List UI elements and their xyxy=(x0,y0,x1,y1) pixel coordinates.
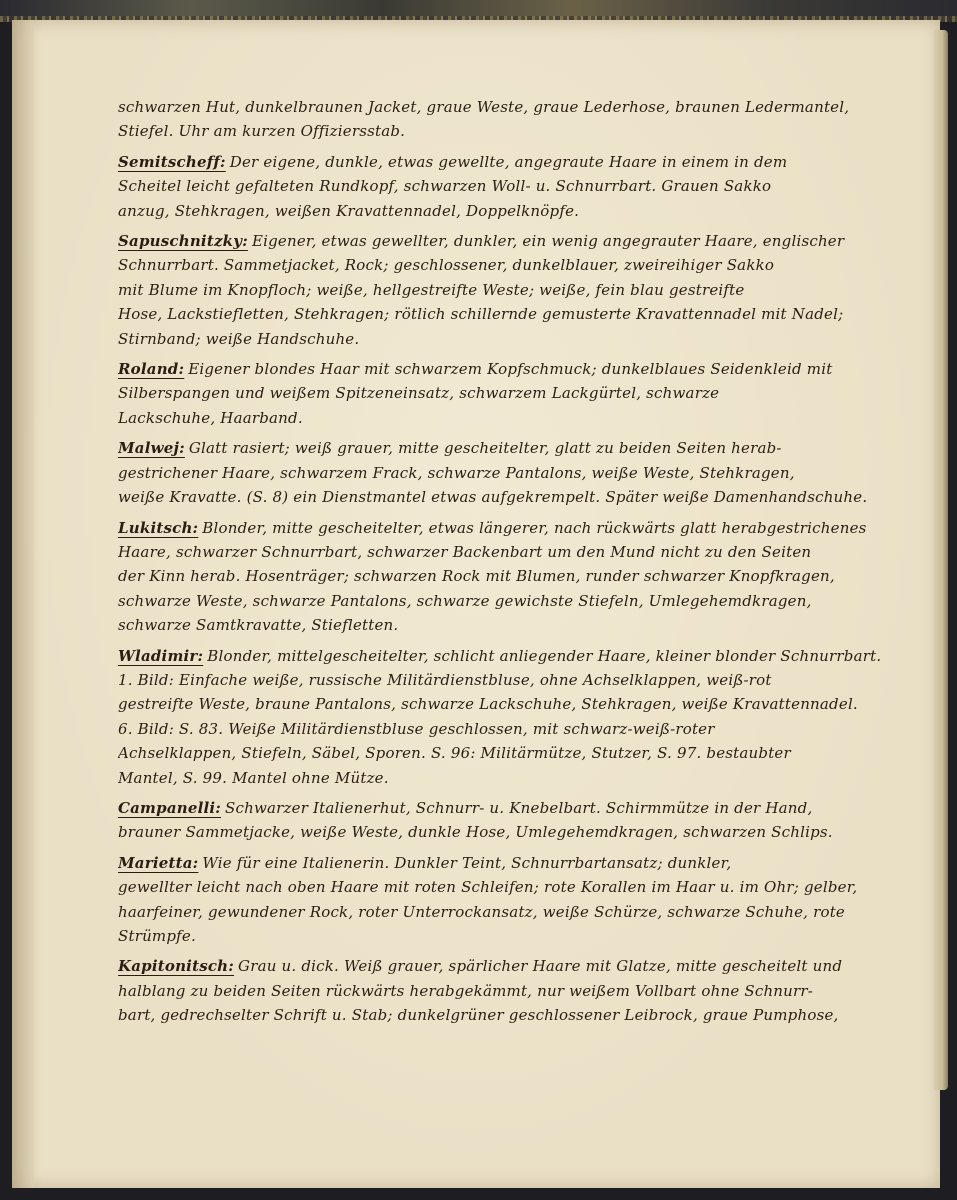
line-text: Blonder, mittelgescheitelter, schlicht anliegender Haare, kleiner blonder Schnurrbart. xyxy=(207,646,882,665)
handwritten-line xyxy=(118,302,918,326)
handwritten-line xyxy=(118,119,918,143)
line-text: schwarzen Hut, dunkelbraunen Jacket, graue Weste, graue Lederhose, braunen Ledermantel, xyxy=(118,98,850,116)
handwritten-line xyxy=(118,436,918,460)
handwritten-line xyxy=(118,406,918,430)
line-text: mit Blume im Knopfloch; weiße, hellgestreifte Weste; weiße, fein blau gestreifte xyxy=(118,280,745,299)
line-text: gestrichener Haare, schwarzem Frack, schwarze Pantalons, weiße Weste, Stehkragen, xyxy=(118,463,795,482)
character-entry xyxy=(118,229,918,351)
line-text: weiße Kravatte. (S. 8) ein Dienstmantel etwas aufgekrempelt. Später weiße Damenhandschuhe. xyxy=(118,488,868,507)
line-text: der Kinn herab. Hosenträger; schwarzen Rock mit Blumen, runder schwarzer Knopfkragen, xyxy=(118,567,835,586)
handwritten-line xyxy=(118,589,918,613)
line-text: Blonder, mitte gescheitelter, etwas längerer, nach rückwärts glatt herabgestrichenes xyxy=(202,518,867,537)
handwritten-line xyxy=(118,979,918,1003)
handwritten-line xyxy=(118,766,918,790)
handwritten-line xyxy=(118,613,918,637)
handwritten-line xyxy=(118,174,918,198)
handwritten-line xyxy=(118,150,918,174)
costume-notes xyxy=(118,95,918,1034)
line-text: brauner Sammetjacke, weiße Weste, dunkle Hose, Umlegehemdkragen, schwarzen Schlips. xyxy=(118,823,833,842)
line-text: gewellter leicht nach oben Haare mit roten Schleifen; rote Korallen im Haar u. im Ohr; gelber, xyxy=(118,878,858,897)
handwritten-line xyxy=(118,1003,918,1027)
handwritten-line xyxy=(118,461,918,485)
line-text: Mantel, S. 99. Mantel ohne Mütze. xyxy=(118,768,389,787)
line-text: Lackschuhe, Haarband. xyxy=(118,408,303,427)
line-text: Grau u. dick. Weiß grauer, spärlicher Haare mit Glatze, mitte gescheitelt und xyxy=(238,957,843,976)
handwritten-line xyxy=(118,199,918,223)
line-text: Eigener blondes Haar mit schwarzem Kopfschmuck; dunkelblaues Seidenkleid mit xyxy=(188,360,833,379)
handwritten-line xyxy=(118,820,918,844)
line-text: 6. Bild: S. 83. Weiße Militärdienstbluse geschlossen, mit schwarz-weiß-roter xyxy=(118,719,715,738)
line-text: anzug, Stehkragen, weißen Kravattennadel, Doppelknöpfe. xyxy=(118,201,580,220)
handwritten-line xyxy=(118,954,918,978)
line-text: Hose, Lackstiefletten, Stehkragen; rötlich schillernde gemusterte Kravattennadel mit Nadel; xyxy=(118,305,844,324)
line-text: Glatt rasiert; weiß grauer, mitte gescheitelter, glatt zu beiden Seiten herab- xyxy=(188,439,782,458)
character-name: Malwej: xyxy=(118,439,185,458)
handwritten-line xyxy=(118,741,918,765)
line-text: Wie für eine Italienerin. Dunkler Teint, Schnurrbartansatz; dunkler, xyxy=(202,853,732,872)
line-text: Stirnband; weiße Handschuhe. xyxy=(118,329,360,348)
character-entry xyxy=(118,796,918,845)
handwritten-line xyxy=(118,229,918,253)
handwritten-line xyxy=(118,875,918,899)
handwritten-line xyxy=(118,564,918,588)
line-text: Schwarzer Italienerhut, Schnurr- u. Knebelbart. Schirmmütze in der Hand, xyxy=(225,798,813,817)
character-entry xyxy=(118,851,918,949)
line-text: Schnurrbart. Sammetjacket, Rock; geschlossener, dunkelblauer, zweireihiger Sakko xyxy=(118,256,775,275)
handwritten-line xyxy=(118,924,918,948)
handwritten-line xyxy=(118,540,918,564)
line-text: bart, gedrechselter Schrift u. Stab; dunkelgrüner geschlossener Leibrock, graue Pumphose, xyxy=(118,1006,839,1025)
character-entry xyxy=(118,357,918,430)
handwritten-line xyxy=(118,644,918,668)
handwritten-line xyxy=(118,485,918,509)
handwritten-line xyxy=(118,327,918,351)
character-name: Campanelli: xyxy=(118,798,222,817)
line-text: Der eigene, dunkle, etwas gewellte, angegraute Haare in einem in dem xyxy=(229,152,788,171)
line-text: Achselklappen, Stiefeln, Säbel, Sporen. S. 96: Militärmütze, Stutzer, S. 97. bestaubter xyxy=(118,744,791,763)
line-text: 1. Bild: Einfache weiße, russische Militärdienstbluse, ohne Achselklappen, weiß-rot xyxy=(118,670,772,689)
character-entry xyxy=(118,516,918,638)
character-name: Lukitsch: xyxy=(118,518,199,537)
character-entry xyxy=(118,954,918,1027)
handwritten-line xyxy=(118,95,918,119)
handwritten-line xyxy=(118,668,918,692)
handwritten-line xyxy=(118,278,918,302)
handwritten-line xyxy=(118,516,918,540)
character-entry xyxy=(118,95,918,144)
character-name: Sapuschnitzky: xyxy=(118,232,248,251)
line-text: Scheitel leicht gefalteten Rundkopf, schwarzen Woll- u. Schnurrbart. Grauen Sakko xyxy=(118,177,772,196)
character-name: Kapitonitsch: xyxy=(118,957,235,976)
line-text: haarfeiner, gewundener Rock, roter Unterrockansatz, weiße Schürze, schwarze Schuhe, rote xyxy=(118,902,846,921)
handwritten-line xyxy=(118,253,918,277)
character-name: Semitscheff: xyxy=(118,152,226,171)
character-entry xyxy=(118,436,918,509)
handwritten-line xyxy=(118,851,918,875)
character-entry xyxy=(118,644,918,790)
character-name: Wladimir: xyxy=(118,646,204,665)
line-text: Strümpfe. xyxy=(118,927,196,945)
line-text: Silberspangen und weißem Spitzeneinsatz, schwarzem Lackgürtel, schwarze xyxy=(118,384,720,403)
handwritten-line xyxy=(118,381,918,405)
page-gutter-shadow xyxy=(12,20,34,1188)
line-text: Haare, schwarzer Schnurrbart, schwarzer Backenbart um den Mund nicht zu den Seiten xyxy=(118,542,812,561)
line-text: Eigener, etwas gewellter, dunkler, ein wenig angegrauter Haare, englischer xyxy=(251,232,845,251)
line-text: schwarze Samtkravatte, Stiefletten. xyxy=(118,616,399,635)
line-text: Stiefel. Uhr am kurzen Offiziersstab. xyxy=(118,122,406,141)
handwritten-line xyxy=(118,796,918,820)
line-text: gestreifte Weste, braune Pantalons, schwarze Lackschuhe, Stehkragen, weiße Kravattennadel. xyxy=(118,695,858,714)
character-name: Roland: xyxy=(118,360,185,379)
handwritten-line xyxy=(118,900,918,924)
page-stack-edge xyxy=(934,30,948,1090)
character-entry xyxy=(118,150,918,223)
handwritten-line xyxy=(118,692,918,716)
line-text: schwarze Weste, schwarze Pantalons, schwarze gewichste Stiefeln, Umlegehemdkragen, xyxy=(118,591,812,610)
line-text: halblang zu beiden Seiten rückwärts herabgekämmt, nur weißem Vollbart ohne Schnurr- xyxy=(118,981,814,1000)
character-name: Marietta: xyxy=(118,853,199,872)
handwritten-line xyxy=(118,357,918,381)
handwritten-line xyxy=(118,717,918,741)
book-cover-edge xyxy=(0,0,957,22)
